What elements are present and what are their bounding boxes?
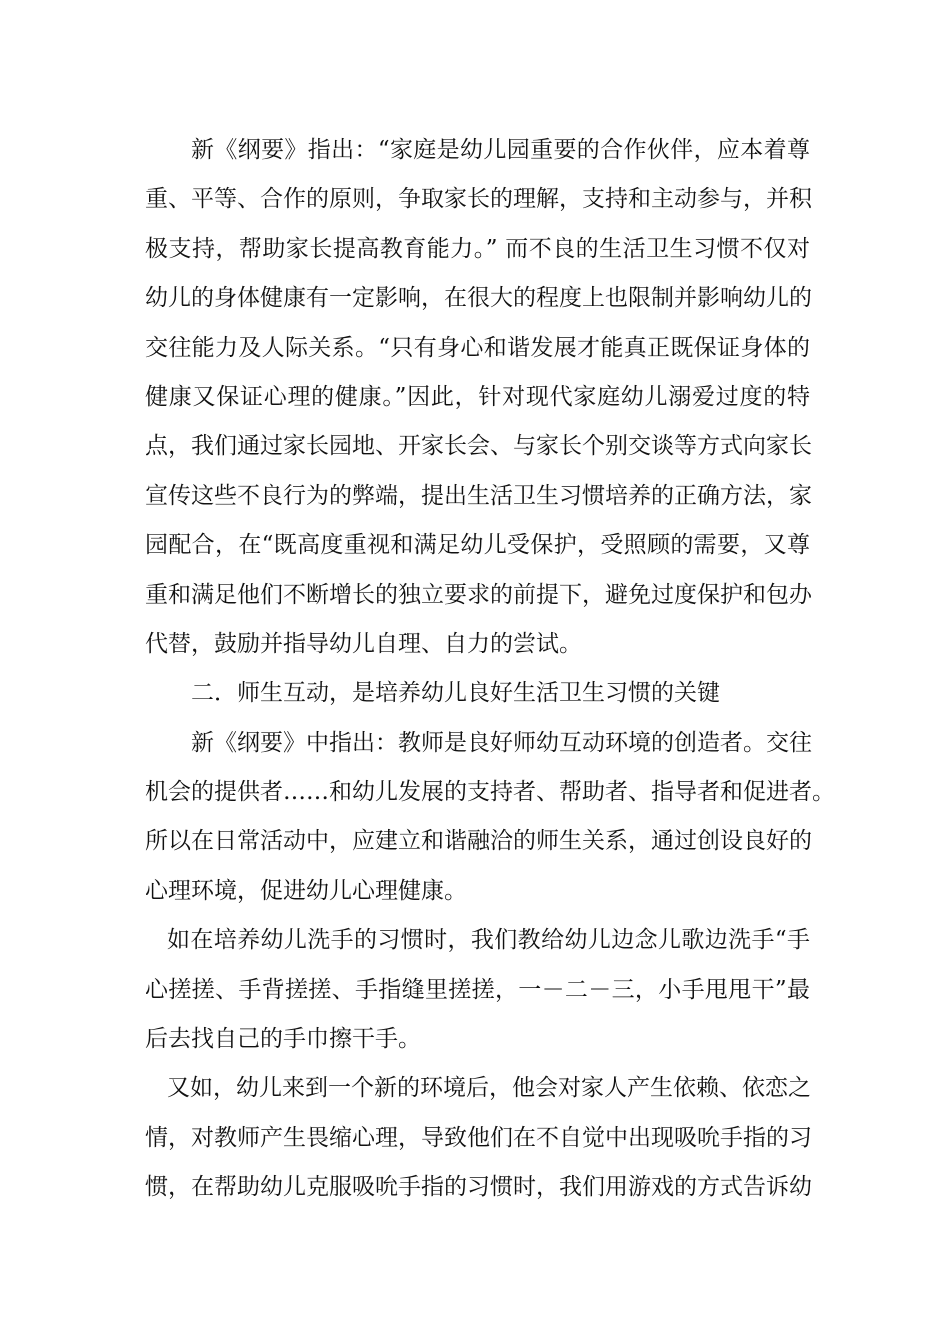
text-line: 园配合，在“既高度重视和满足幼儿受保护，受照顾的需要，又尊 — [145, 532, 810, 559]
text-line: 心理环境，促进幼儿心理健康。 — [145, 877, 467, 904]
text-line: 新《纲要》中指出：教师是良好师幼互动环境的创造者。交往 — [191, 729, 812, 756]
text-line: 重、平等、合作的原则，争取家长的理解，支持和主动参与，并积 — [145, 186, 812, 213]
text-line: 又如，幼儿来到一个新的环境后，他会对家人产生依赖、依恋之 — [167, 1075, 811, 1102]
text-line: 交往能力及人际关系。“只有身心和谐发展才能真正既保证身体的 — [145, 334, 810, 361]
text-line: 重和满足他们不断增长的独立要求的前提下，避免过度保护和包办 — [145, 581, 812, 608]
text-line: 新《纲要》指出：“家庭是幼儿园重要的合作伙伴，应本着尊 — [191, 137, 810, 163]
text-line: 幼儿的身体健康有一定影响，在很大的程度上也限制并影响幼儿的 — [145, 285, 812, 312]
text-line: 点，我们通过家长园地、开家长会、与家长个别交谈等方式向家长 — [145, 433, 812, 460]
text-line: 情，对教师产生畏缩心理，导致他们在不自觉中出现吸吮手指的习 — [145, 1124, 812, 1151]
text-line: 惯，在帮助幼儿克服吸吮手指的习惯时，我们用游戏的方式告诉幼 — [145, 1174, 812, 1201]
body-text — [145, 126, 835, 1213]
text-line: 如在培养幼儿洗手的习惯时，我们教给幼儿边念儿歌边洗手“手 — [167, 927, 810, 954]
text-line: 宣传这些不良行为的弊端，提出生活卫生习惯培养的正确方法，家 — [145, 482, 812, 509]
text-line: 代替，鼓励并指导幼儿自理、自力的尝试。 — [145, 630, 582, 657]
text-line: 极支持，帮助家长提高教育能力。” 而不良的生活卫生习惯不仅对 — [145, 235, 810, 262]
text-line: 二．师生互动，是培养幼儿良好生活卫生习惯的关键 — [191, 680, 720, 707]
text-line: 健康又保证心理的健康。”因此，针对现代家庭幼儿溺爱过度的特 — [145, 383, 810, 410]
text-line: 机会的提供者……和幼儿发展的支持者、帮助者、指导者和促进者。 — [145, 779, 835, 806]
text-line: 所以在日常活动中，应建立和谐融洽的师生关系，通过创设良好的 — [145, 828, 812, 855]
text-line: 后去找自己的手巾擦干手。 — [145, 1026, 421, 1053]
text-line: 心搓搓、手背搓搓、手指缝里搓搓，一－二－三，小手甩甩干”最 — [145, 976, 810, 1003]
